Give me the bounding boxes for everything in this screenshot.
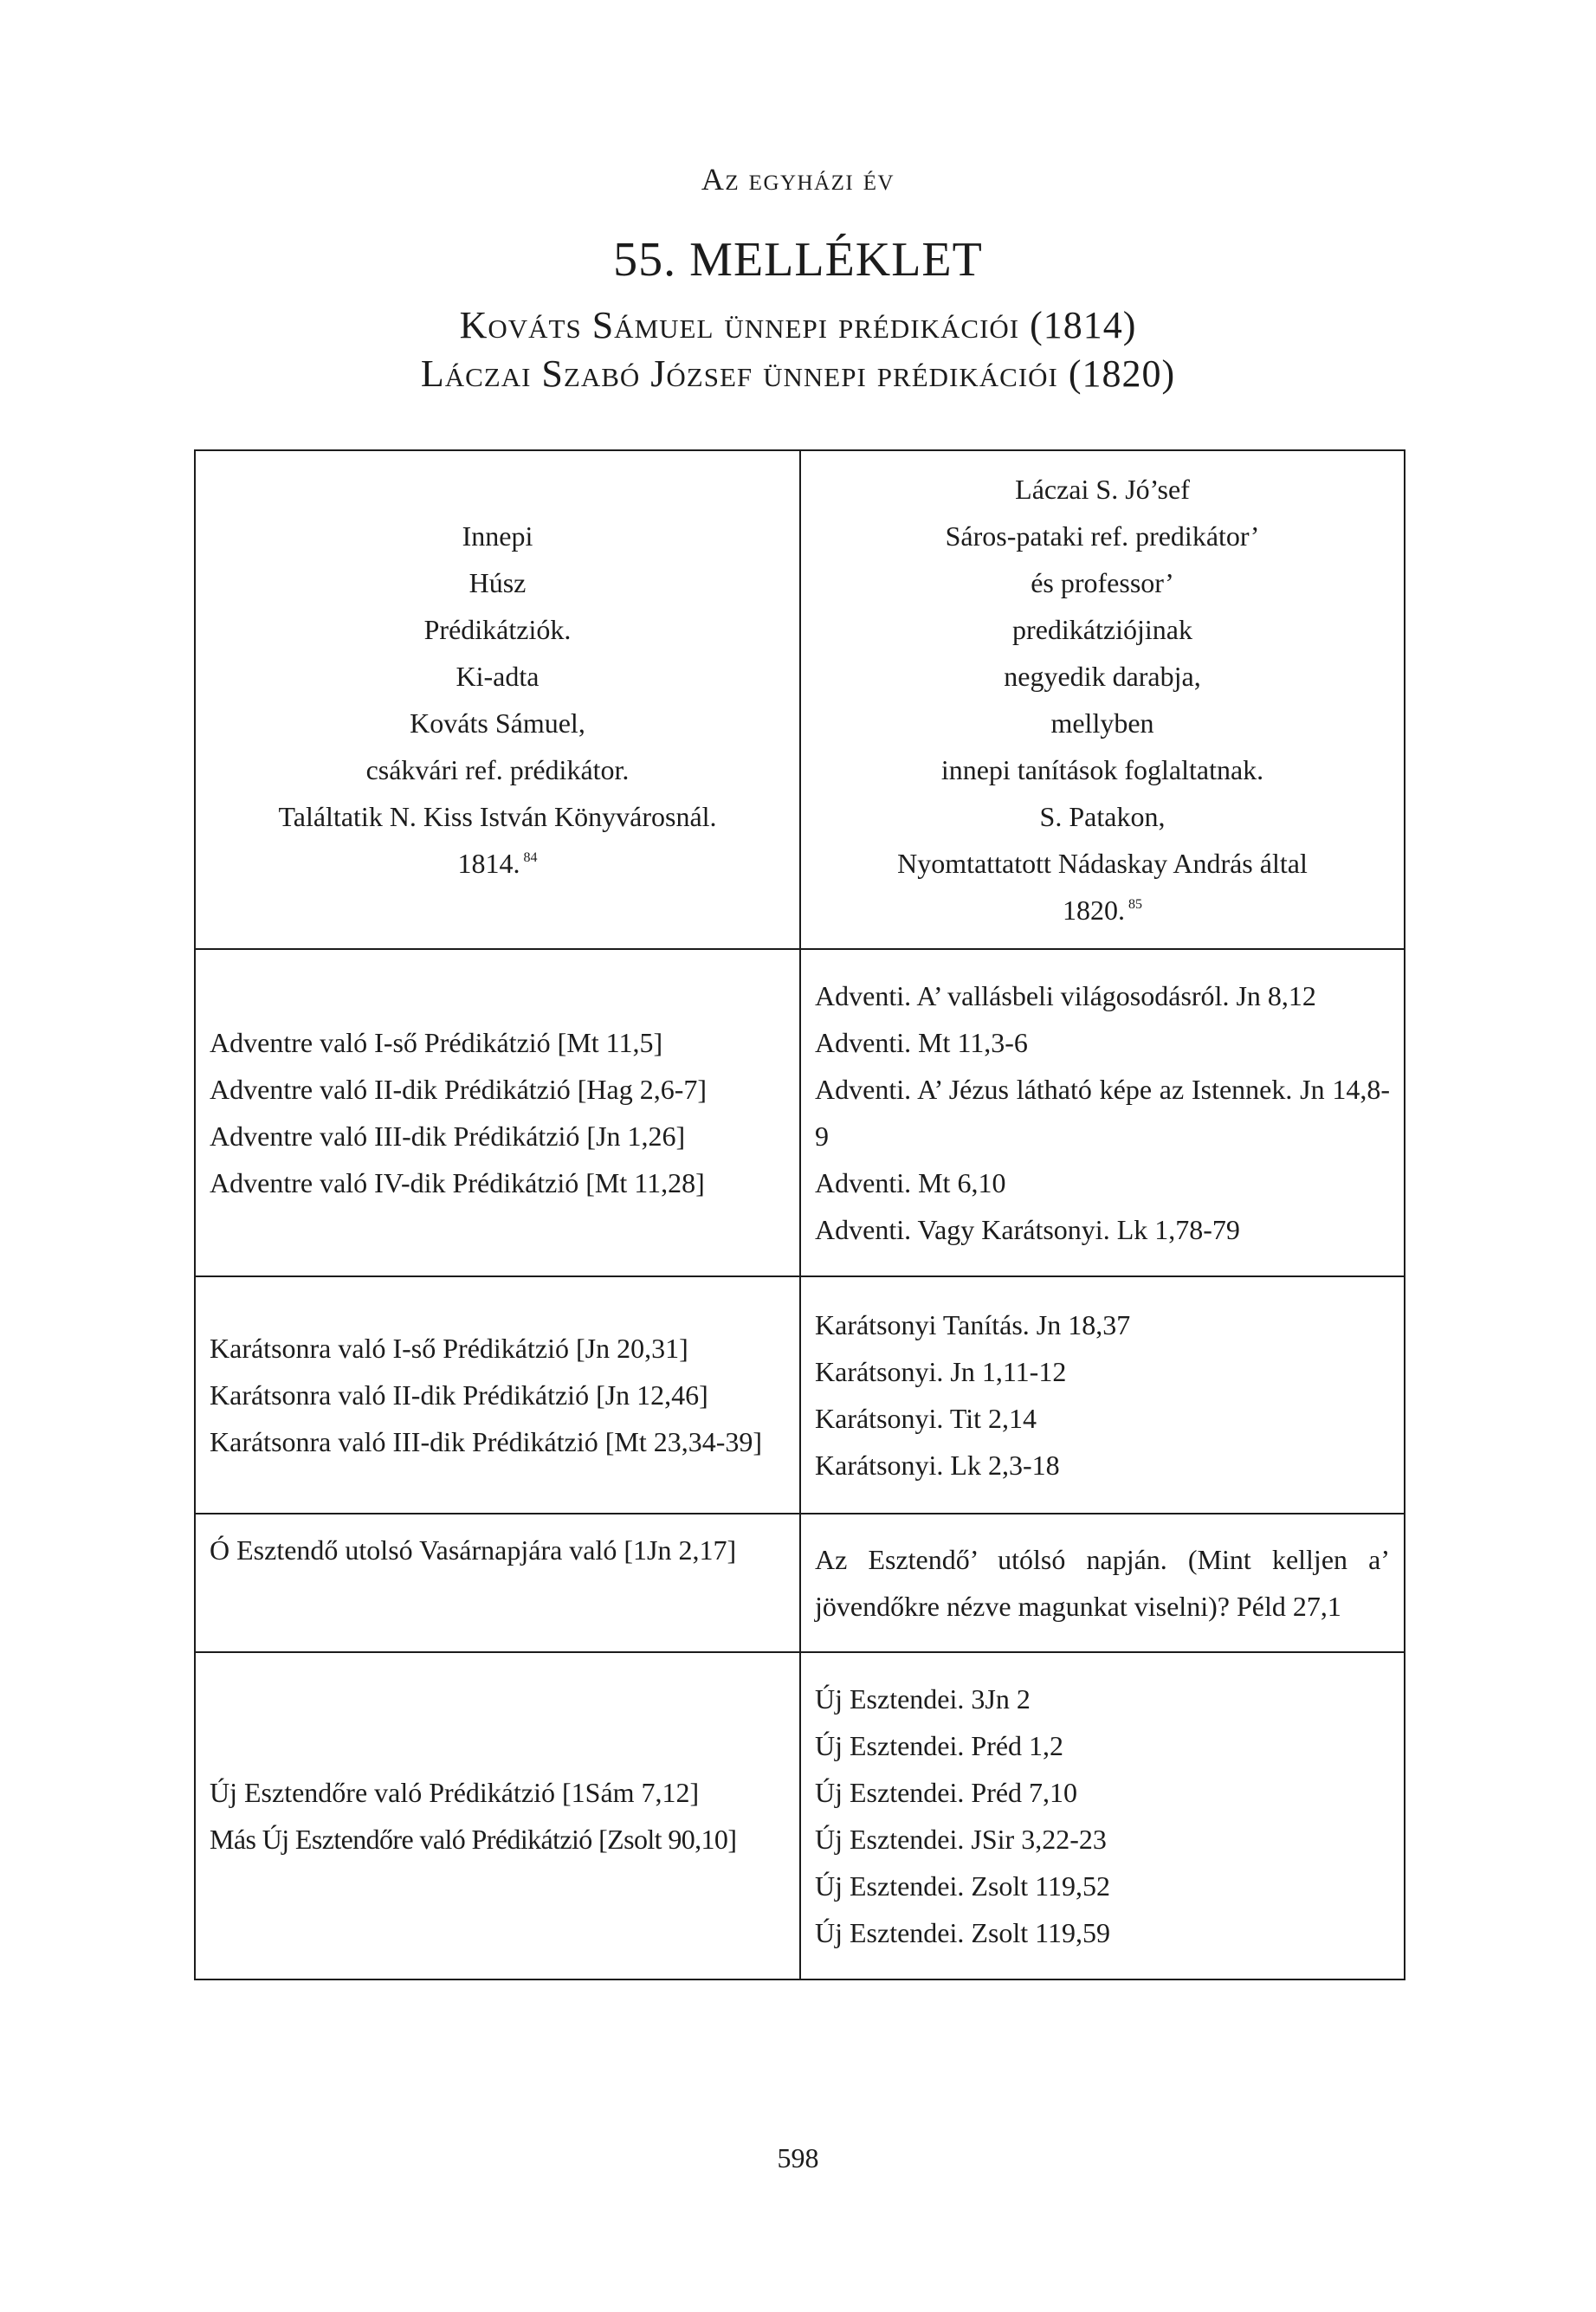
sermon-entry: Karátsonra való III-dik Prédikátzió [Mt 23,34-39] [210,1426,763,1457]
laczai-year: 1820. [1063,894,1125,926]
sermon-entry: Karátsonra való II-dik Prédikátzió [Jn 12,46] [210,1379,708,1411]
kovats-title-line: Húsz [468,567,527,598]
sermon-entry: Új Esztendei. Zsolt 119,52 [815,1870,1110,1902]
sermon-entry: Az Esztendő’ utólsó napján. (Mint kelljen a’ jövendőkre nézve magunkat viselni)? Péld 27,1 [815,1544,1390,1622]
sermon-entry: Karátsonyi. Jn 1,11-12 [815,1356,1067,1387]
subtitle-line-1: Kováts Sámuel ünnepi prédikációi (1814) [459,304,1137,346]
kovats-title-line: Innepi [462,520,533,552]
sermon-entry: Új Esztendei. Préd 7,10 [815,1777,1078,1808]
year-end-row [195,1514,1405,1652]
laczai-title-line: Láczai S. Jó’sef [1015,474,1190,505]
footnote-ref-85[interactable]: 85 [1128,897,1142,912]
laczai-title-line: S. Patakon, [1039,801,1166,832]
sermon-entry: Új Esztendei. Zsolt 119,59 [815,1917,1110,1948]
kovats-advent-cell [195,949,800,1276]
laczai-title-line: és professor’ [1031,567,1174,598]
sermon-entry: Adventi. A’ Jézus látható képe az Istennek. Jn 14,8-9 [815,1074,1390,1152]
kovats-title-line: Prédikátziók. [423,614,572,645]
laczai-title-line: Sáros-pataki ref. predikátor’ [945,520,1260,552]
sermon-entry: Új Esztendőre való Prédikátzió [1Sám 7,12] [210,1777,700,1808]
laczai-date-line [815,887,1390,933]
laczai-title-line: mellyben [1050,707,1154,739]
sermon-entry: Adventi. Mt 11,3-6 [815,1027,1028,1058]
sermon-entry: Új Esztendei. 3Jn 2 [815,1683,1031,1715]
sermon-entry: Adventi. A’ vallásbeli világosodásról. Jn 8,12 [815,980,1316,1011]
laczai-year-end-cell [800,1514,1405,1652]
kovats-title-line: Ki-adta [456,661,540,692]
footnote-ref-84[interactable]: 84 [523,850,538,865]
sermon-comparison-table [194,449,1405,1980]
page-title: 55. MELLÉKLET [613,233,983,287]
laczai-title-page-cell [800,450,1405,949]
running-header: Az egyházi év [701,162,895,197]
laczai-title-line: innepi tanítások foglaltatnak. [940,754,1264,785]
laczai-christmas-cell [800,1276,1405,1514]
sermon-entry: Karátsonyi. Tit 2,14 [815,1403,1037,1434]
subtitle-line-2: Láczai Szabó József ünnepi prédikációi (1820) [420,352,1176,395]
sermon-entry: Karátsonyi Tanítás. Jn 18,37 [815,1309,1131,1340]
page-number: 598 [777,2142,819,2173]
laczai-title-line: Nyomtattatott Nádaskay András által [897,848,1308,879]
sermon-entry: Karátsonyi. Lk 2,3-18 [815,1450,1060,1481]
kovats-title-page-cell [195,450,800,949]
sermon-entry: Adventi. Mt 6,10 [815,1167,1006,1198]
kovats-title-line: Kováts Sámuel, [410,707,585,739]
sermon-entry: Adventre való II-dik Prédikátzió [Hag 2,6-7] [210,1074,708,1105]
sermon-entry: Más Új Esztendőre való Prédikátzió [Zsolt 90,10] [210,1824,737,1855]
sermon-entry: Ó Esztendő utolsó Vasárnapjára való [1Jn 2,17] [210,1534,737,1566]
kovats-date-line [210,840,785,887]
advent-row [195,949,1405,1276]
kovats-year-end-cell [195,1514,800,1652]
kovats-title-line: csákvári ref. prédikátor. [365,754,630,785]
sermon-entry: Adventi. Vagy Karátsonyi. Lk 1,78-79 [815,1214,1240,1245]
kovats-christmas-cell [195,1276,800,1514]
sermon-entry: Adventre való I-ső Prédikátzió [Mt 11,5] [210,1027,663,1058]
title-page-row [195,450,1405,949]
sermon-entry: Adventre való III-dik Prédikátzió [Jn 1,26] [210,1120,686,1152]
new-year-row [195,1652,1405,1979]
kovats-year: 1814. [457,848,520,879]
kovats-title-line: Találtatik N. Kiss István Könyvárosnál. [278,801,717,832]
sermon-entry: Új Esztendei. JSir 3,22-23 [815,1824,1107,1855]
christmas-row [195,1276,1405,1514]
sermon-entry: Karátsonra való I-ső Prédikátzió [Jn 20,31] [210,1333,688,1364]
laczai-advent-cell [800,949,1405,1276]
sermon-entry: Új Esztendei. Préd 1,2 [815,1730,1064,1761]
laczai-title-line: negyedik darabja, [1004,661,1201,692]
laczai-title-line: predikátziójinak [1012,614,1192,645]
sermon-entry: Adventre való IV-dik Prédikátzió [Mt 11,28] [210,1167,705,1198]
laczai-new-year-cell [800,1652,1405,1979]
kovats-new-year-cell [195,1652,800,1979]
